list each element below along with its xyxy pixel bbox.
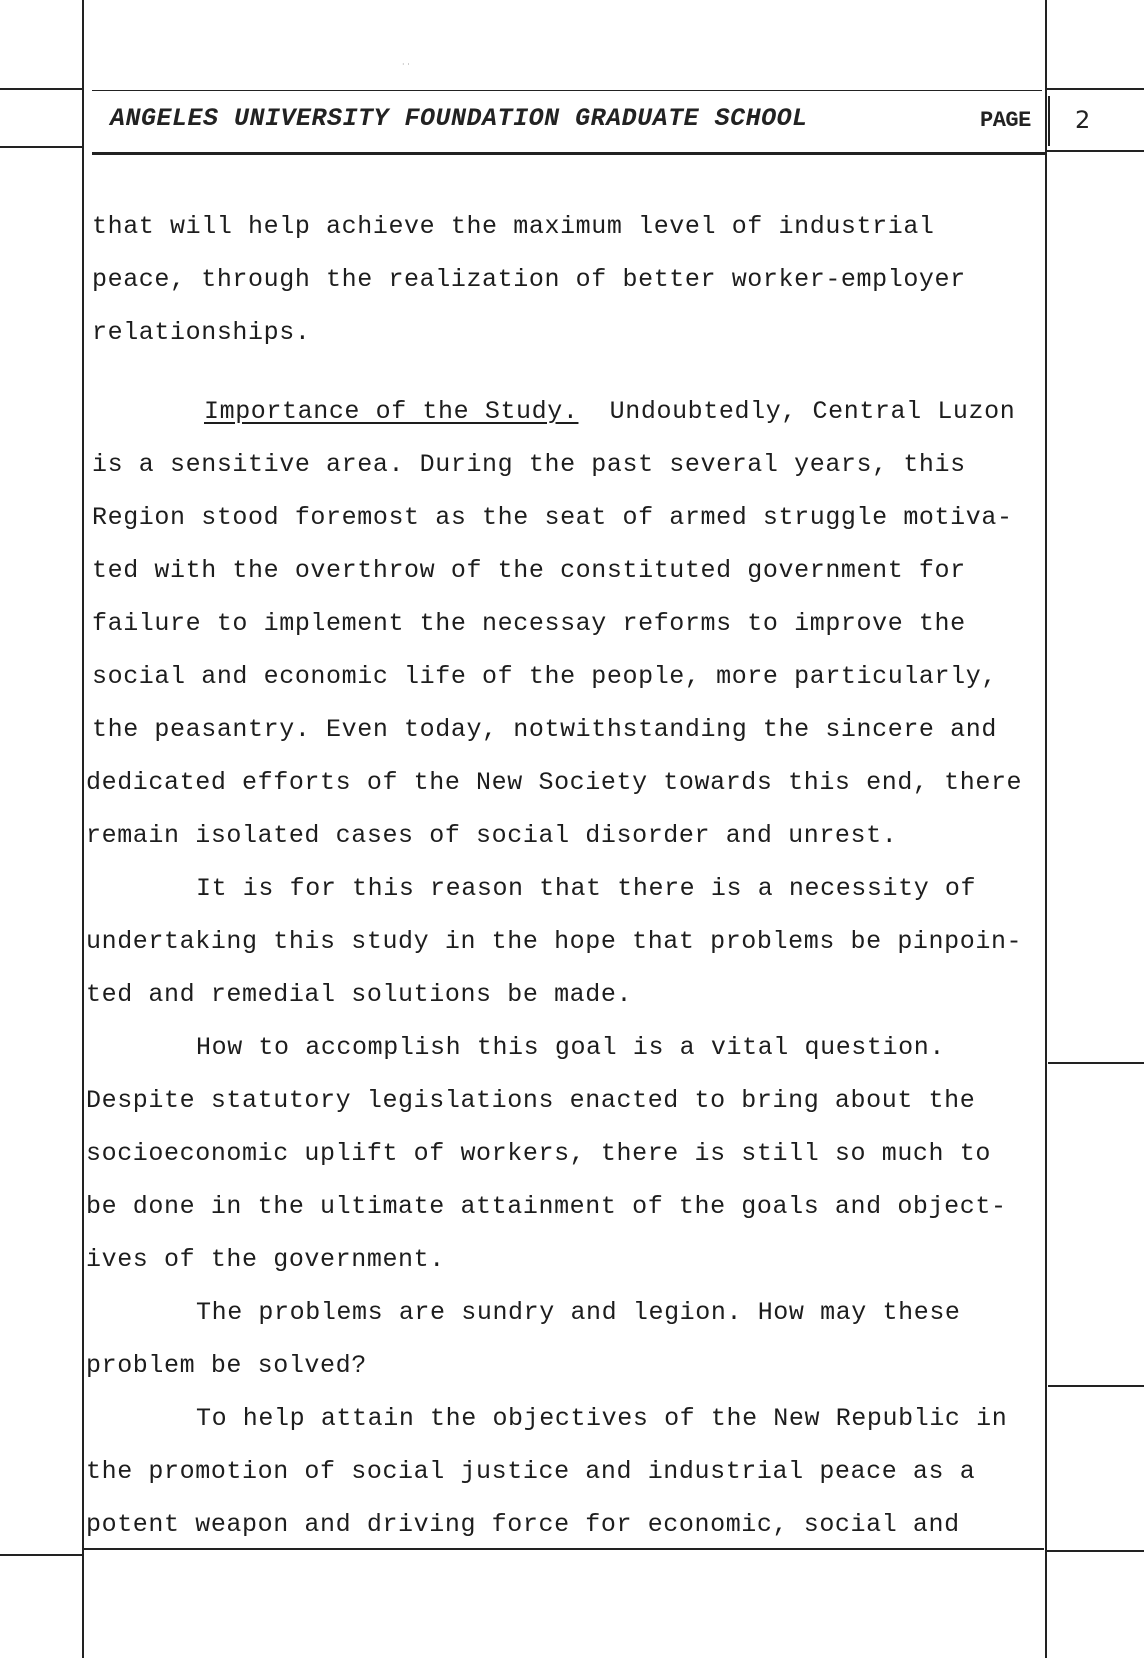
text-line: peace, through the realization of better worker-employer [92, 265, 966, 294]
footer-rule-left [0, 1554, 84, 1556]
text-line: relationships. [92, 318, 311, 347]
text-line: is a sensitive area. During the past several years, this [92, 450, 966, 479]
page-box-divider [1048, 96, 1050, 146]
page-label: PAGE [980, 108, 1031, 133]
text-line-rest: Undoubtedly, Central Luzon [578, 397, 1016, 426]
text-line: It is for this reason that there is a necessity of [196, 874, 977, 903]
text-line: be done in the ultimate attainment of the goals and object- [86, 1192, 1007, 1221]
text-line: remain isolated cases of social disorder and unrest. [86, 821, 898, 850]
header-top-rule-right [1045, 88, 1144, 90]
text-line: the peasantry. Even today, notwithstanding the sincere and [92, 715, 997, 744]
page-header-title: ANGELES UNIVERSITY FOUNDATION GRADUATE SCHOOL [110, 104, 808, 133]
scan-speck: · · [402, 60, 410, 69]
header-bottom-rule-left [0, 146, 84, 148]
text-line: Despite statutory legislations enacted to bring about the [86, 1086, 976, 1115]
footer-rule-right [1045, 1550, 1144, 1552]
header-top-rule [92, 90, 1042, 91]
section-heading-line [92, 385, 1042, 438]
text-line: social and economic life of the people, more particularly, [92, 662, 997, 691]
right-margin-rule [1045, 0, 1047, 1658]
text-line: Region stood foremost as the seat of armed struggle motiva- [92, 503, 1013, 532]
paragraph-gap [92, 359, 1042, 385]
header-bottom-rule [92, 152, 1047, 155]
right-margin-tick-1 [1048, 1062, 1144, 1064]
text-line: dedicated efforts of the New Society towards this end, there [86, 768, 1023, 797]
text-line: How to accomplish this goal is a vital question. [196, 1033, 945, 1062]
text-line: ives of the government. [86, 1245, 445, 1274]
header-bottom-rule-right [1045, 150, 1144, 152]
section-heading: Importance of the Study. [204, 397, 579, 426]
header-top-rule-left [0, 88, 84, 90]
text-line: potent weapon and driving force for economic, social and [86, 1510, 960, 1539]
text-line: failure to implement the necessay reforms to improve the [92, 609, 966, 638]
text-line: socioeconomic uplift of workers, there is still so much to [86, 1139, 991, 1168]
text-line: problem be solved? [86, 1351, 367, 1380]
text-line: ted and remedial solutions be made. [86, 980, 633, 1009]
text-line: undertaking this study in the hope that problems be pinpoin- [86, 927, 1023, 956]
right-margin-tick-2 [1048, 1385, 1144, 1387]
document-body [86, 200, 1042, 1551]
page-number: 2 [1075, 106, 1091, 134]
left-margin-rule [82, 0, 84, 1658]
text-line: To help attain the objectives of the New Republic in [196, 1404, 1008, 1433]
text-line: that will help achieve the maximum level of industrial [92, 212, 935, 241]
text-line: The problems are sundry and legion. How may these [196, 1298, 961, 1327]
text-line: ted with the overthrow of the constituted government for [92, 556, 966, 585]
text-line: the promotion of social justice and industrial peace as a [86, 1457, 976, 1486]
